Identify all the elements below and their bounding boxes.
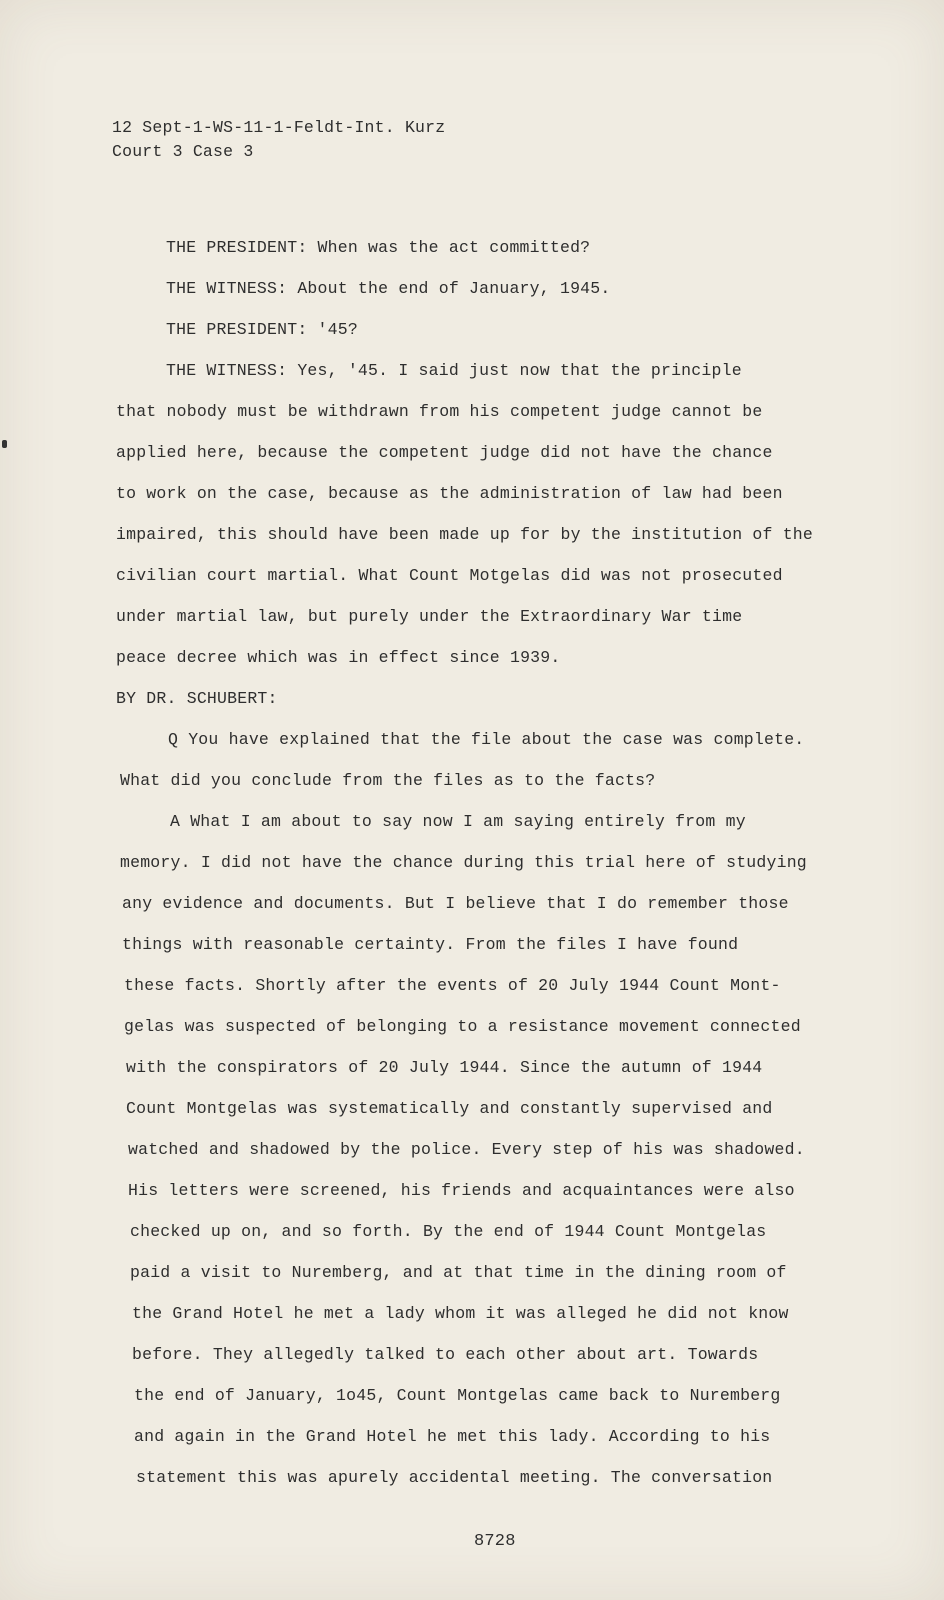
transcript-line: Q You have explained that the file about the case was complete. [168, 730, 805, 749]
transcript-line: before. They allegedly talked to each other about art. Towards [132, 1345, 759, 1364]
transcript-line: any evidence and documents. But I believe that I do remember those [122, 894, 789, 913]
transcript-line: these facts. Shortly after the events of 20 July 1944 Count Mont- [124, 976, 781, 995]
transcript-line: THE PRESIDENT: '45? [166, 320, 358, 339]
transcript-line: statement this was apurely accidental meeting. The conversation [136, 1468, 773, 1487]
transcript-line: applied here, because the competent judge did not have the chance [116, 443, 773, 462]
transcript-line: THE WITNESS: Yes, '45. I said just now that the principle [166, 361, 742, 380]
page-number: 8728 [474, 1532, 516, 1551]
transcript-line: that nobody must be withdrawn from his competent judge cannot be [116, 402, 763, 421]
binder-hole-mark [2, 440, 7, 448]
transcript-line: BY DR. SCHUBERT: [116, 689, 278, 708]
transcript-line: under martial law, but purely under the Extraordinary War time [116, 607, 743, 626]
transcript-line: the end of January, 1o45, Count Montgelas came back to Nuremberg [134, 1386, 781, 1405]
transcript-line: and again in the Grand Hotel he met this lady. According to his [134, 1427, 771, 1446]
transcript-line: paid a visit to Nuremberg, and at that time in the dining room of [130, 1263, 787, 1282]
transcript-line: A What I am about to say now I am saying entirely from my [170, 812, 746, 831]
transcript-line: impaired, this should have been made up for by the institution of the [116, 525, 814, 544]
transcript-line: watched and shadowed by the police. Every step of his was shadowed. [128, 1140, 805, 1159]
transcript-line: things with reasonable certainty. From the files I have found [122, 935, 739, 954]
transcript-line: peace decree which was in effect since 1939. [116, 648, 561, 667]
transcript-line: to work on the case, because as the administration of law had been [116, 484, 783, 503]
header-line-1: 12 Sept-1-WS-11-1-Feldt-Int. Kurz [112, 118, 446, 137]
transcript-line: What did you conclude from the files as to the facts? [120, 771, 656, 790]
transcript-line: His letters were screened, his friends and acquaintances were also [128, 1181, 795, 1200]
transcript-line: gelas was suspected of belonging to a resistance movement connected [124, 1017, 801, 1036]
transcript-line: the Grand Hotel he met a lady whom it was alleged he did not know [132, 1304, 789, 1323]
header-line-2: Court 3 Case 3 [112, 142, 254, 161]
document-header [112, 116, 445, 164]
transcript-line: THE WITNESS: About the end of January, 1945. [166, 279, 611, 298]
transcript-line: Count Montgelas was systematically and constantly supervised and [126, 1099, 773, 1118]
transcript-line: THE PRESIDENT: When was the act committed? [166, 238, 591, 257]
transcript-line: civilian court martial. What Count Motgelas did was not prosecuted [116, 566, 783, 585]
transcript-line: with the conspirators of 20 July 1944. Since the autumn of 1944 [126, 1058, 763, 1077]
transcript-line: checked up on, and so forth. By the end of 1944 Count Montgelas [130, 1222, 767, 1241]
transcript-line: memory. I did not have the chance during this trial here of studying [120, 853, 807, 872]
